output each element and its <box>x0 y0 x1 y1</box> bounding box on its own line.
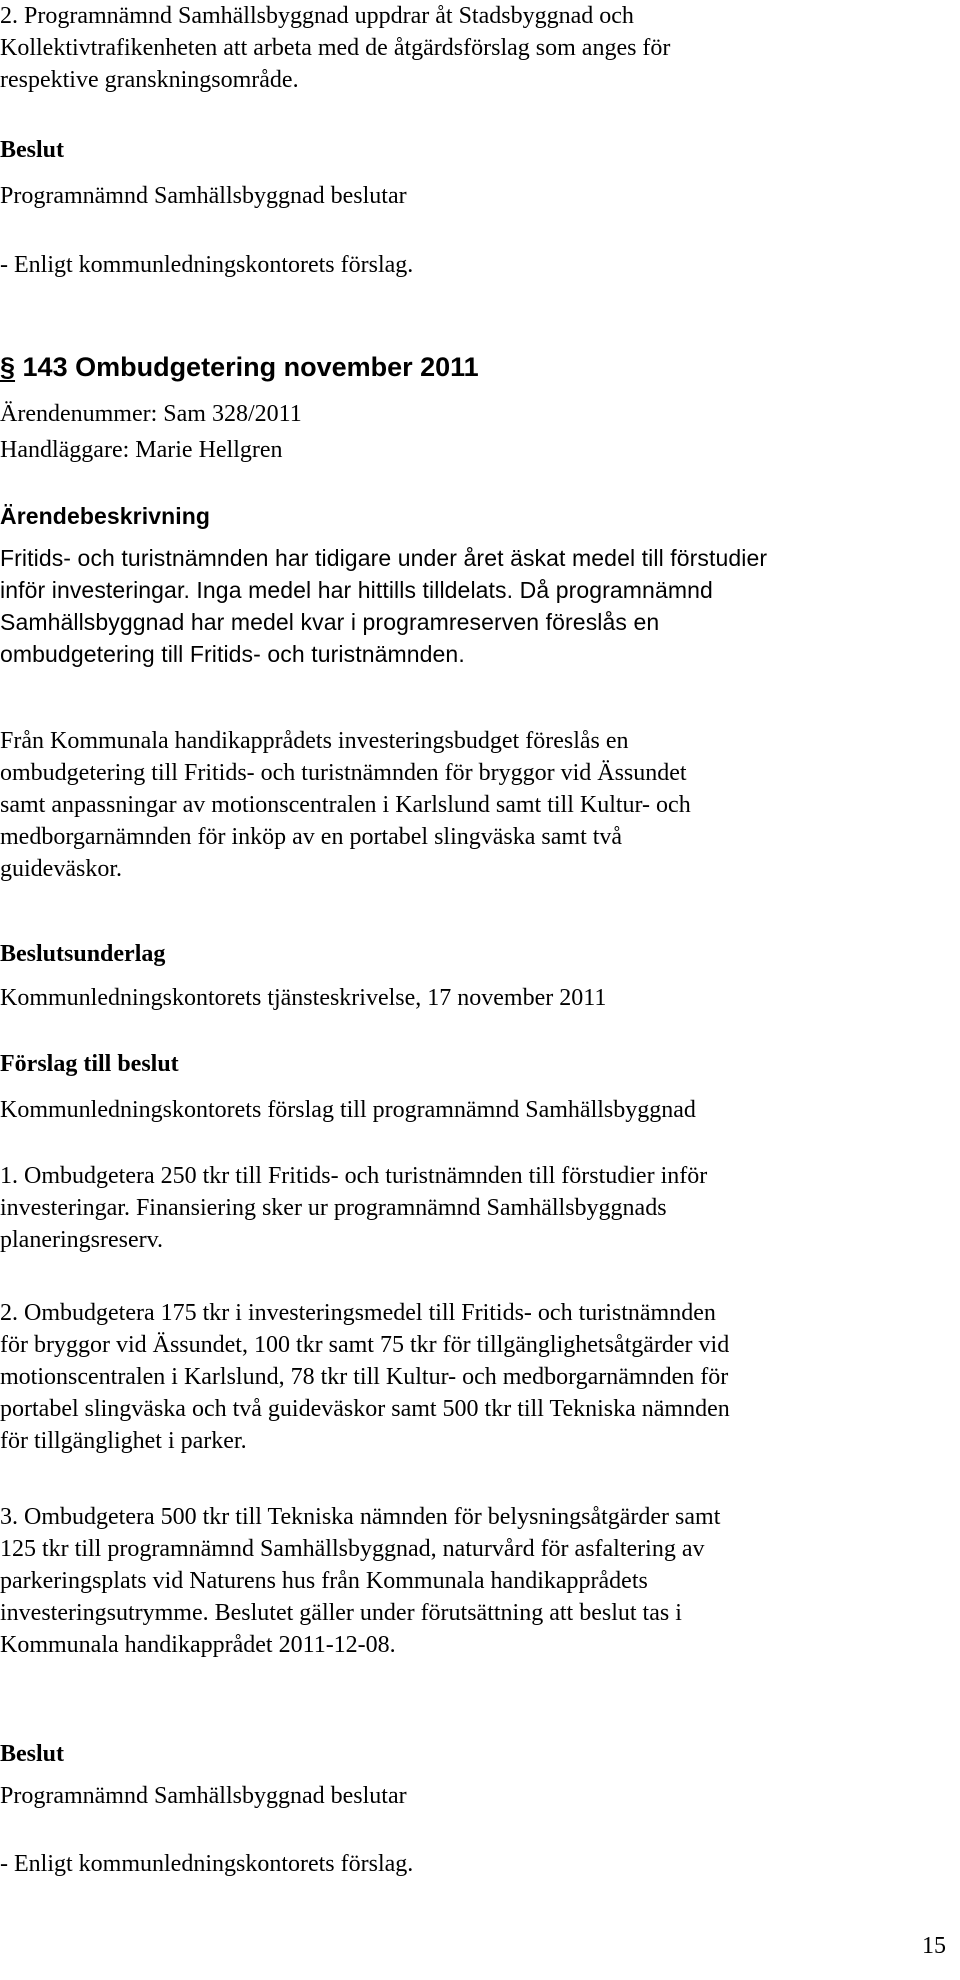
text-line: 2. Programnämnd Samhällsbyggnad uppdrar åt Stadsbyggnad och <box>0 3 634 29</box>
decision-text: Programnämnd Samhällsbyggnad beslutar <box>0 1783 407 1809</box>
text-line: inför investeringar. Inga medel har hittills tilldelats. Då programnämnd <box>0 577 713 603</box>
description-heading: Ärendebeskrivning <box>0 503 211 529</box>
text-line: guideväskor. <box>0 856 122 882</box>
section-sign: § <box>0 352 16 382</box>
proposal-heading: Förslag till beslut <box>0 1051 179 1077</box>
text-line: 1. Ombudgetera 250 tkr till Fritids- och turistnämnden till förstudier inför <box>0 1163 708 1189</box>
text-line: Samhällsbyggnad har medel kvar i programreserven föreslås en <box>0 609 660 635</box>
text-line: respektive granskningsområde. <box>0 67 299 93</box>
beslut-text-top: Programnämnd Samhällsbyggnad beslutar <box>0 183 407 209</box>
case-number: Ärendenummer: Sam 328/2011 <box>0 401 302 427</box>
text-line: parkeringsplats vid Naturens hus från Kommunala handikapprådets <box>0 1568 648 1594</box>
decision-heading: Beslut <box>0 1741 65 1767</box>
text-line: för bryggor vid Ässundet, 100 tkr samt 75 tkr för tillgänglighetsåtgärder vid <box>0 1332 730 1358</box>
case-handler: Handläggare: Marie Hellgren <box>0 437 283 463</box>
text-line: Från Kommunala handikapprådets investeringsbudget föreslås en <box>0 728 629 754</box>
beslut-heading-top: Beslut <box>0 137 65 163</box>
decision-item: - Enligt kommunledningskontorets förslag. <box>0 1851 414 1877</box>
text-line: motionscentralen i Karlslund, 78 tkr till Kultur- och medborgarnämnden för <box>0 1364 729 1390</box>
page-number: 15 <box>922 1933 946 1959</box>
text-line: Kommunala handikapprådet 2011-12-08. <box>0 1632 396 1658</box>
text-line: 125 tkr till programnämnd Samhällsbyggnad, naturvård för asfaltering av <box>0 1536 705 1562</box>
text-line: Fritids- och turistnämnden har tidigare under året äskat medel till förstudier <box>0 545 768 571</box>
text-line: investeringsutrymme. Beslutet gäller under förutsättning att beslut tas i <box>0 1600 682 1626</box>
basis-heading: Beslutsunderlag <box>0 941 166 967</box>
proposal-item-3 <box>0 1501 950 1661</box>
text-line: 2. Ombudgetera 175 tkr i investeringsmedel till Fritids- och turistnämnden <box>0 1300 716 1326</box>
previous-item-2 <box>0 0 950 96</box>
text-line: portabel slingväska och två guideväskor samt 500 tkr till Tekniska nämnden <box>0 1396 730 1422</box>
section-title-text: 143 Ombudgetering november 2011 <box>15 352 479 382</box>
section-title <box>0 349 950 385</box>
text-line: för tillgänglighet i parker. <box>0 1428 247 1454</box>
text-line: investeringar. Finansiering sker ur programnämnd Samhällsbyggnads <box>0 1195 667 1221</box>
text-line: medborgarnämnden för inköp av en portabel slingväska samt två <box>0 824 623 850</box>
beslut-item-top: - Enligt kommunledningskontorets förslag. <box>0 252 414 278</box>
description-paragraph-1 <box>0 542 950 670</box>
text-line: planeringsreserv. <box>0 1227 164 1253</box>
basis-text: Kommunledningskontorets tjänsteskrivelse, 17 november 2011 <box>0 985 607 1011</box>
proposal-intro: Kommunledningskontorets förslag till programnämnd Samhällsbyggnad <box>0 1097 696 1123</box>
text-line: samt anpassningar av motionscentralen i Karlslund samt till Kultur- och <box>0 792 691 818</box>
proposal-item-1 <box>0 1160 950 1256</box>
text-line: Kollektivtrafikenheten att arbeta med de åtgärdsförslag som anges för <box>0 35 671 61</box>
description-paragraph-2 <box>0 725 950 885</box>
text-line: ombudgetering till Fritids- och turistnämnden. <box>0 641 465 667</box>
text-line: 3. Ombudgetera 500 tkr till Tekniska nämnden för belysningsåtgärder samt <box>0 1504 721 1530</box>
proposal-item-2 <box>0 1297 950 1457</box>
text-line: ombudgetering till Fritids- och turistnämnden för bryggor vid Ässundet <box>0 760 687 786</box>
